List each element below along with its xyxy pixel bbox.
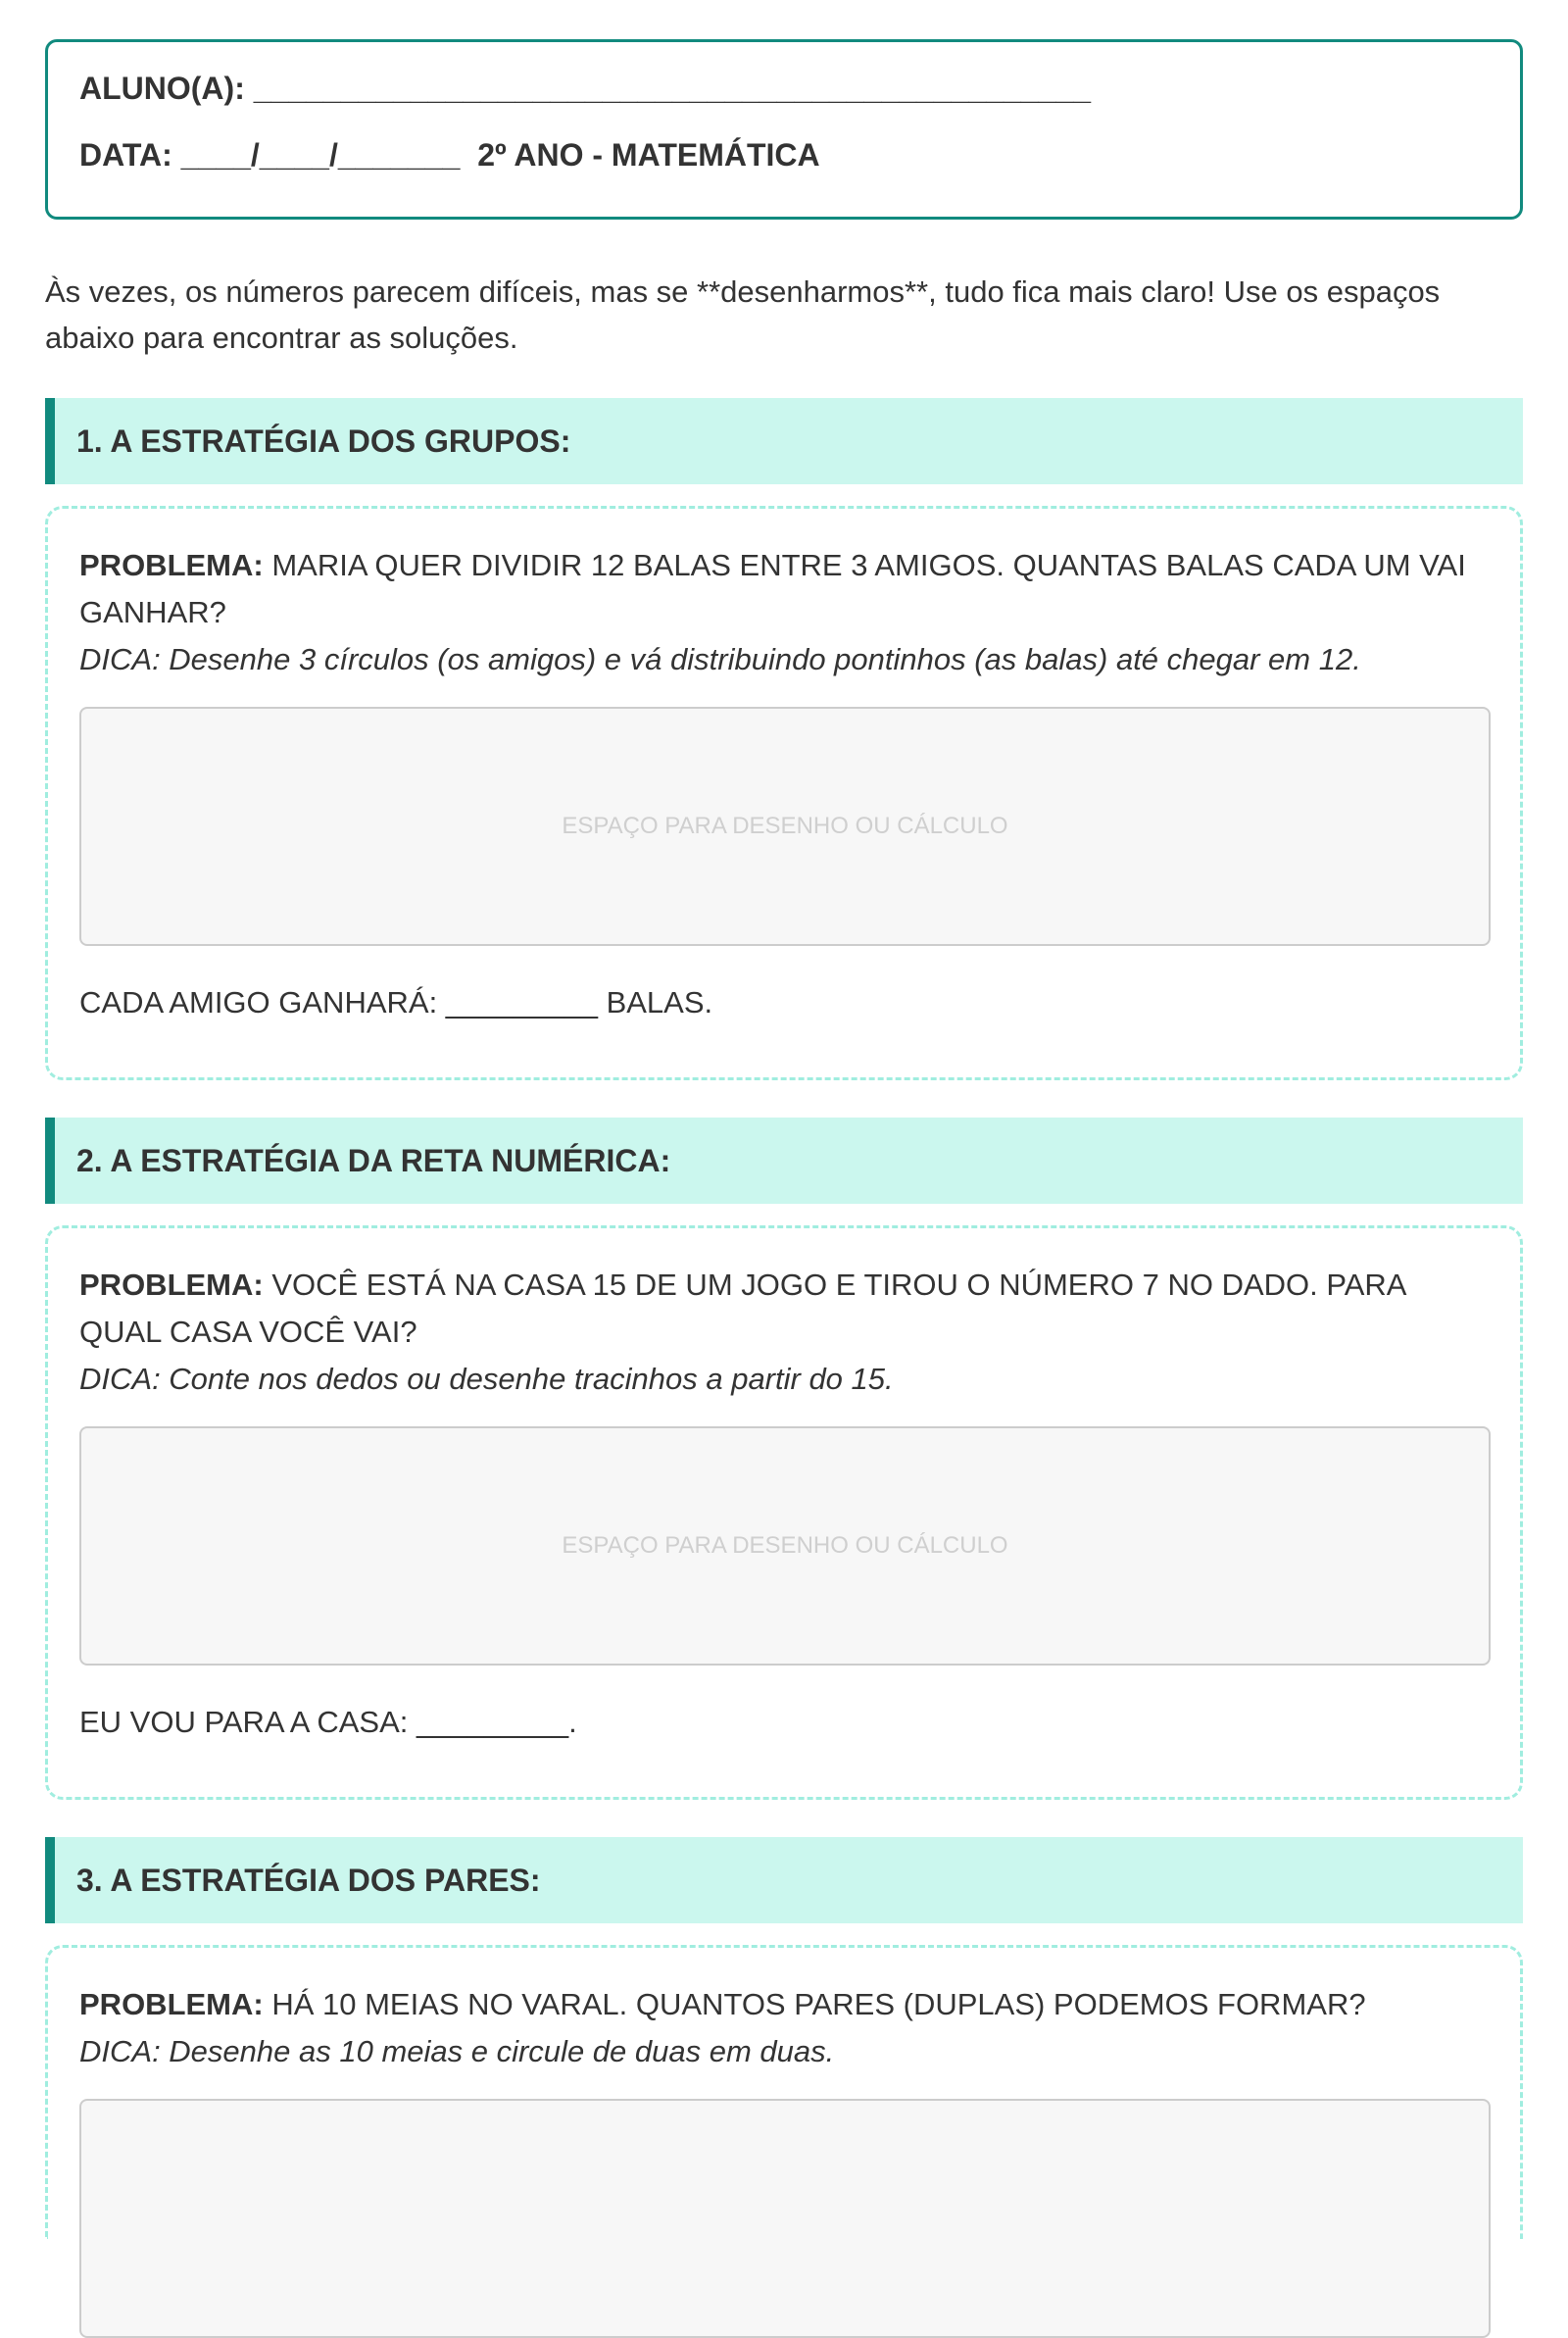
section-title-number-line: 2. A ESTRATÉGIA DA RETA NUMÉRICA: [45,1118,1523,1204]
section-title-groups: 1. A ESTRATÉGIA DOS GRUPOS: [45,398,1523,484]
problem-box-number-line [45,1225,1523,1800]
problem-text: MARIA QUER DIVIDIR 12 BALAS ENTRE 3 AMIGOS. QUANTAS BALAS CADA UM VAI GANHAR? [79,548,1466,629]
drawing-area[interactable] [79,2099,1491,2338]
problem-text: HÁ 10 MEIAS NO VARAL. QUANTOS PARES (DUPLAS) PODEMOS FORMAR? [263,1987,1366,2021]
problem-label: PROBLEMA: [79,1987,264,2021]
problem-tip: DICA: Conte nos dedos ou desenhe tracinhos a partir do 15. [79,1362,894,1396]
drawing-placeholder: ESPAÇO PARA DESENHO OU CÁLCULO [562,813,1008,839]
problem-statement [79,1981,1491,2028]
worksheet-page [45,39,1523,2239]
section-title-pairs: 3. A ESTRATÉGIA DOS PARES: [45,1837,1523,1923]
problem-text: VOCÊ ESTÁ NA CASA 15 DE UM JOGO E TIROU O NÚMERO 7 NO DADO. PARA QUAL CASA VOCÊ VAI? [79,1268,1405,1349]
problem-statement [79,1262,1491,1356]
answer-line[interactable]: CADA AMIGO GANHARÁ: _________ BALAS. [79,985,713,1020]
problem-box-pairs [45,1945,1523,2239]
problem-label: PROBLEMA: [79,548,264,582]
problem-statement [79,542,1491,636]
date-grade-line: DATA: ____/____/_______ 2º ANO - MATEMÁTICA [79,137,820,173]
student-info-box [45,39,1523,220]
drawing-area[interactable] [79,707,1491,946]
problem-tip: DICA: Desenhe 3 círculos (os amigos) e vá distribuindo pontinhos (as balas) até chegar em 12. [79,642,1361,676]
answer-line[interactable]: EU VOU PARA A CASA: _________. [79,1705,577,1739]
student-name-line: ALUNO(A): ________________________________________________ [79,71,1091,106]
intro-text: Às vezes, os números parecem difíceis, mas se **desenharmos**, tudo fica mais claro! Use os espaços abaixo para encontrar as soluções. [45,274,1441,355]
problem-tip: DICA: Desenhe as 10 meias e circule de duas em duas. [79,2034,835,2068]
problem-label: PROBLEMA: [79,1268,264,1302]
drawing-area[interactable] [79,1426,1491,1666]
problem-box-groups [45,506,1523,1080]
drawing-placeholder: ESPAÇO PARA DESENHO OU CÁLCULO [562,1532,1008,1559]
